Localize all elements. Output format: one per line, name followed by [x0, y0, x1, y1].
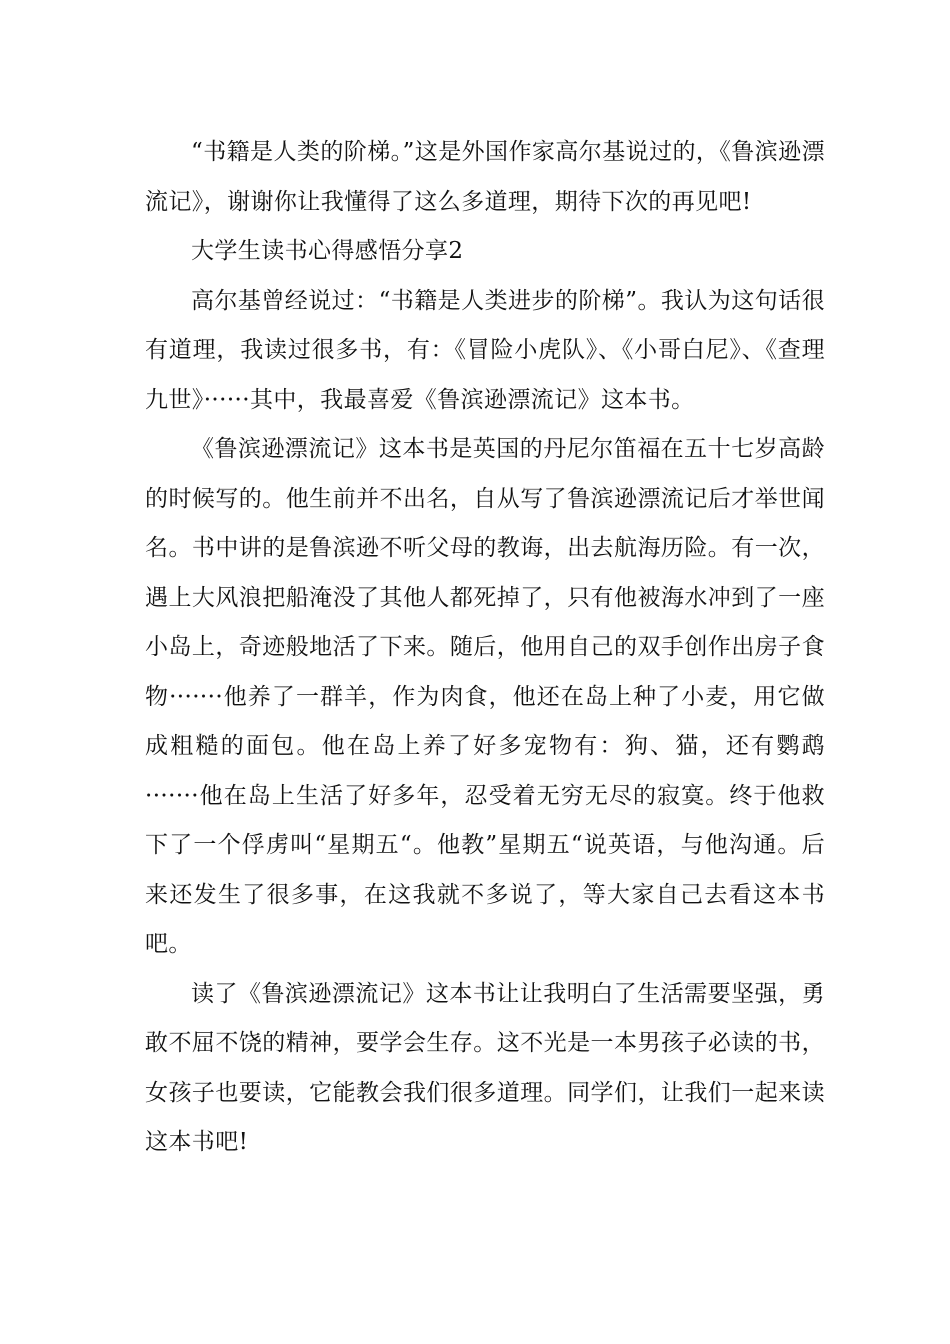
paragraph-closing-quote: “书籍是人类的阶梯。”这是外国作家高尔基说过的，《鲁滨逊漂流记》，谢谢你让我懂得了这么多道理，期待下次的再见吧!	[145, 139, 825, 215]
paragraph-story: 《鲁滨逊漂流记》这本书是英国的丹尼尔笛福在五十七岁高龄的时候写的。他生前并不出名，自从写了鲁滨逊漂流记后才举世闻名。书中讲的是鲁滨逊不听父母的教诲，出去航海历险。有一次，遇上大风浪把船淹没了其他人都死掉了，只有他被海水冲到了一座小岛上，奇迹般地活了下来。随后，他用自己的双手创作出房子食物·······他养了一群羊，作为肉食，他还在岛上种了小麦，用它做成粗糙的面包。他在岛上养了好多宠物有：狗、猫，还有鹦鹉·······他在岛上生活了好多年，忍受着无穷无尽的寂寞。终于他救下了一个俘虏叫“星期五“。他教”星期五“说英语，与他沟通。后来还发生了很多事，在这我就不多说了，等大家自己去看这本书吧。	[145, 436, 825, 957]
document-body	[145, 128, 825, 1168]
paragraph-reflection: 读了《鲁滨逊漂流记》这本书让让我明白了生活需要坚强，勇敢不屈不饶的精神，要学会生存。这不光是一本男孩子必读的书，女孩子也要读，它能教会我们很多道理。同学们，让我们一起来读这本书吧!	[145, 980, 825, 1155]
paragraph-intro: 高尔基曾经说过：“书籍是人类进步的阶梯”。我认为这句话很有道理，我读过很多书，有：《冒险小虎队》、《小哥白尼》、《查理九世》······其中，我最喜爱《鲁滨逊漂流记》这本书。	[145, 287, 825, 413]
section-heading: 大学生读书心得感悟分享2	[191, 238, 464, 264]
